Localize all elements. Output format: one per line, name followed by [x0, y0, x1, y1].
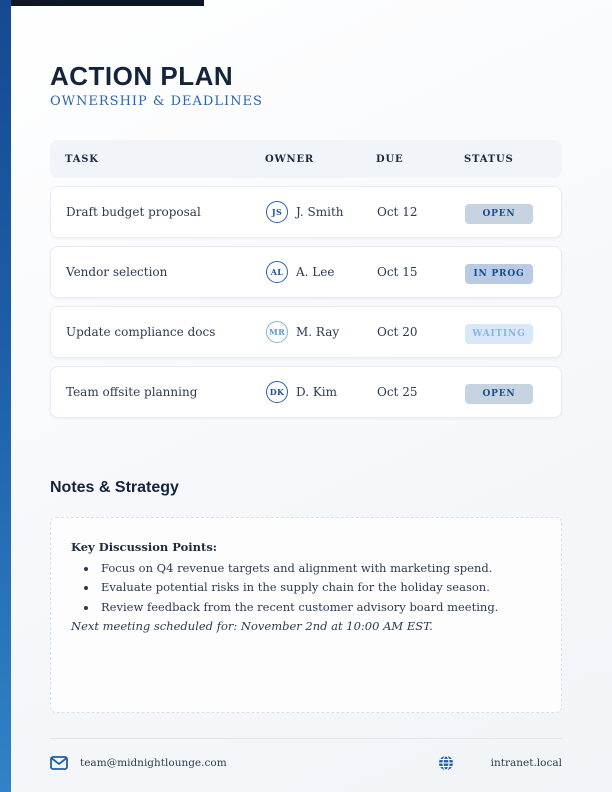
- status-badge: WAITING: [465, 324, 533, 344]
- avatar: DK: [266, 381, 288, 403]
- header-due: DUE: [376, 153, 404, 165]
- status-badge: IN PROG: [465, 264, 533, 284]
- page-title: ACTION PLAN: [50, 61, 234, 91]
- owner-name: J. Smith: [296, 205, 344, 219]
- task-cell: Draft budget proposal: [66, 205, 201, 219]
- owner-cell: [266, 201, 377, 223]
- notes-bullet: • Focus on Q4 revenue targets and alignment with marketing spend.: [98, 559, 541, 579]
- table-row: [50, 186, 562, 238]
- footer-email-group: [50, 756, 227, 770]
- owner-name: M. Ray: [296, 325, 340, 339]
- due-cell: Oct 25: [377, 385, 418, 399]
- envelope-icon: [50, 756, 68, 770]
- header-status: STATUS: [464, 153, 514, 165]
- owner-name: A. Lee: [296, 265, 335, 279]
- status-badge: OPEN: [465, 204, 533, 224]
- owner-cell: [266, 381, 377, 403]
- due-cell: Oct 12: [377, 205, 418, 219]
- top-accent-bar: [11, 0, 204, 6]
- table-row: [50, 246, 562, 298]
- task-cell: Vendor selection: [66, 265, 168, 279]
- status-cell: [465, 201, 561, 224]
- next-meeting-note: Next meeting scheduled for: November 2nd at 10:00 AM EST.: [71, 619, 433, 634]
- notes-bullet: • Review feedback from the recent customer advisory board meeting.: [98, 598, 541, 618]
- owner-name: D. Kim: [296, 385, 338, 399]
- header-owner: OWNER: [265, 153, 315, 165]
- footer: [50, 750, 562, 776]
- owner-cell: [266, 321, 377, 343]
- footer-divider: [50, 738, 562, 739]
- footer-site-link[interactable]: intranet.local: [490, 757, 562, 769]
- page-subtitle: OWNERSHIP & DEADLINES: [50, 94, 263, 109]
- table-header-row: [50, 140, 562, 178]
- task-cell: Update compliance docs: [66, 325, 216, 339]
- notes-heading: Notes & Strategy: [50, 479, 179, 496]
- notes-bullet: • Evaluate potential risks in the supply chain for the holiday season.: [98, 578, 541, 598]
- avatar: JS: [266, 201, 288, 223]
- task-table: [50, 140, 562, 418]
- due-cell: Oct 20: [377, 325, 418, 339]
- avatar: AL: [266, 261, 288, 283]
- footer-email-link[interactable]: team@midnightlounge.com: [80, 757, 227, 769]
- notes-bullet-list: [98, 559, 541, 618]
- status-cell: [465, 381, 561, 404]
- due-cell: Oct 15: [377, 265, 418, 279]
- notes-points-title: Key Discussion Points:: [71, 540, 218, 554]
- owner-cell: [266, 261, 377, 283]
- status-badge: OPEN: [465, 384, 533, 404]
- status-cell: [465, 321, 561, 344]
- footer-site-group: [438, 755, 562, 771]
- table-row: [50, 306, 562, 358]
- task-cell: Team offsite planning: [66, 385, 198, 399]
- table-row: [50, 366, 562, 418]
- left-accent-stripe: [0, 0, 11, 792]
- header-task: TASK: [65, 153, 99, 165]
- notes-box: [50, 517, 562, 713]
- status-cell: [465, 261, 561, 284]
- avatar: MR: [266, 321, 288, 343]
- globe-icon: [438, 755, 454, 771]
